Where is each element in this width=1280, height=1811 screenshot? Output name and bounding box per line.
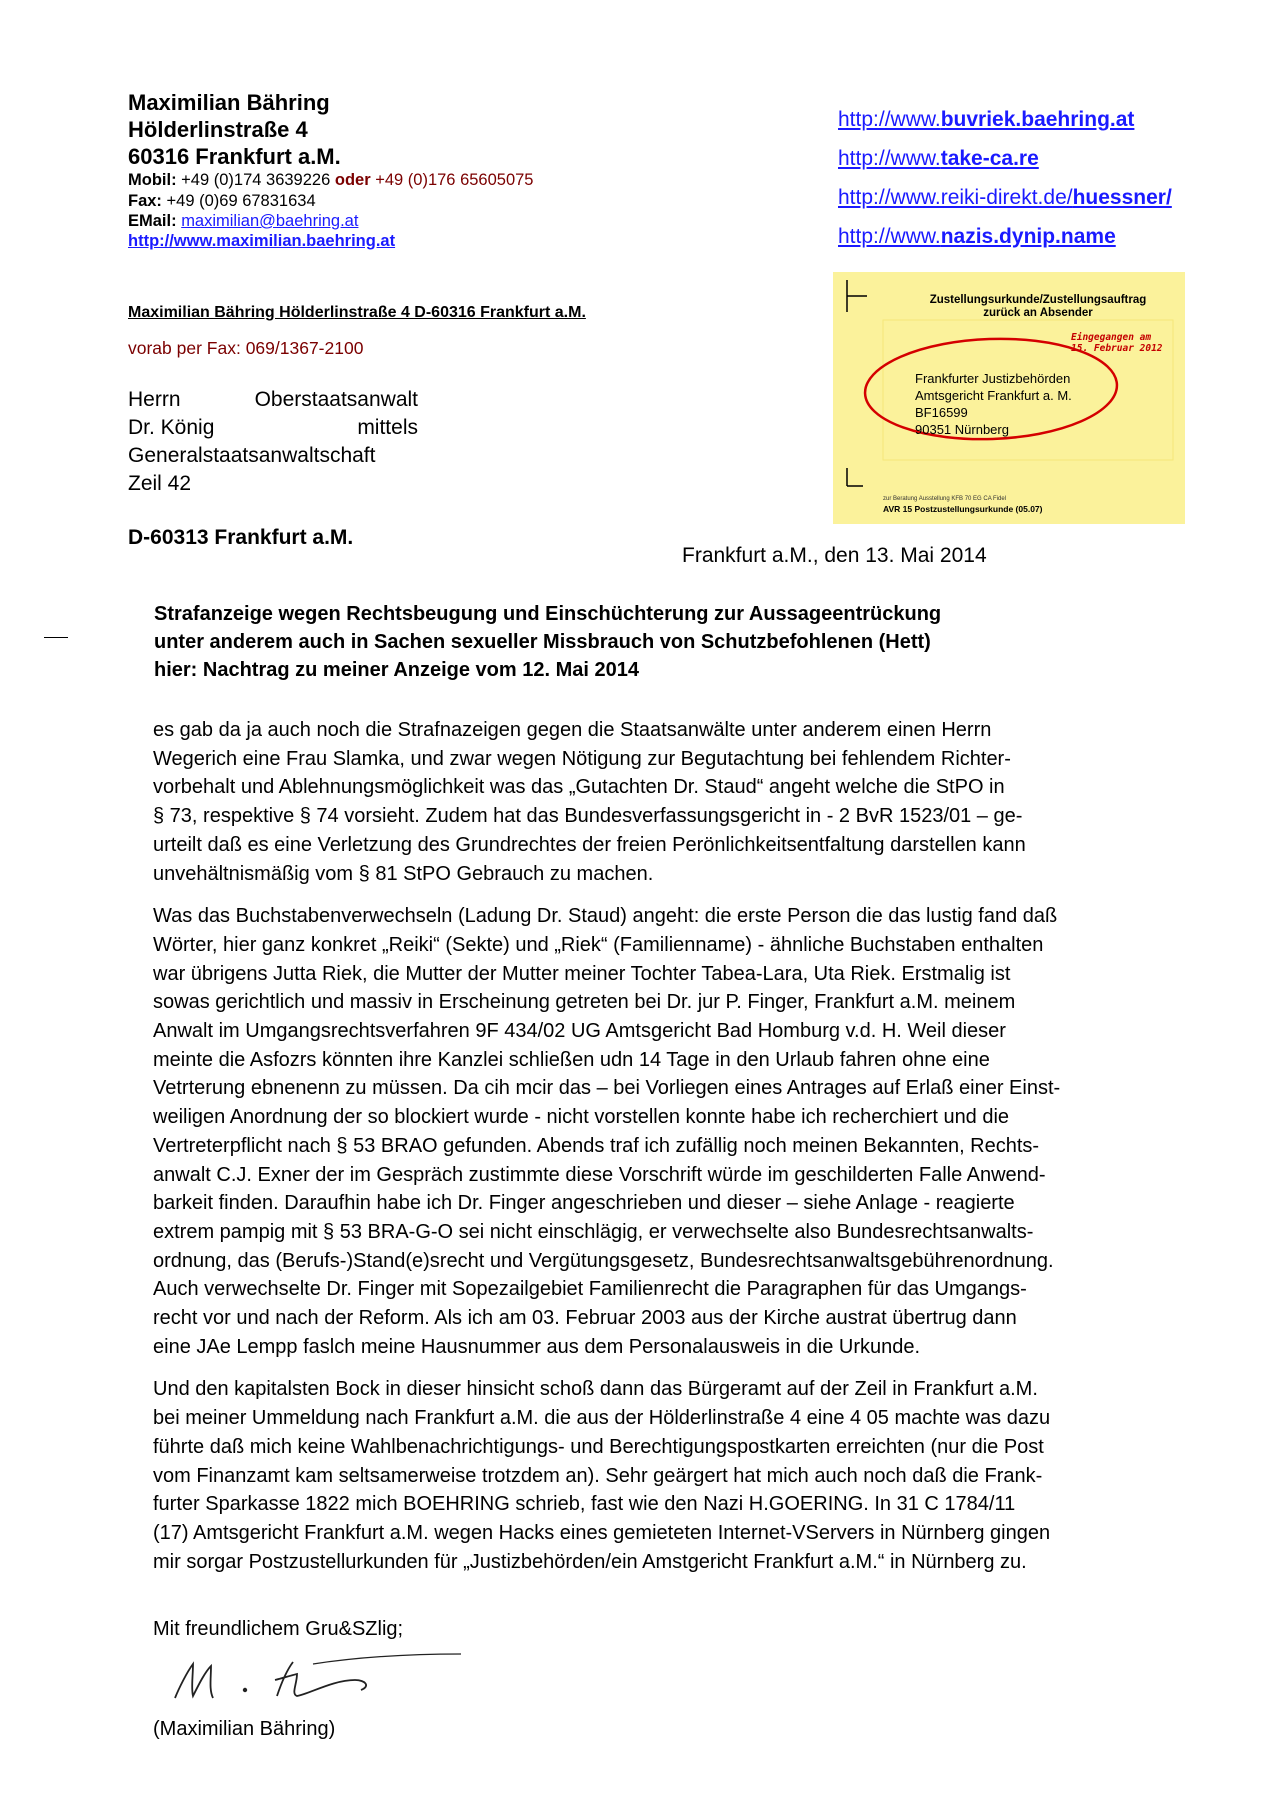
sender-email-row bbox=[128, 211, 533, 231]
web-link-buvriek[interactable]: http://www.buvriek.baehring.at bbox=[838, 108, 1135, 131]
subject-line: hier: Nachtrag zu meiner Anzeige vom 12. Mai 2014 bbox=[154, 659, 639, 681]
body-paragraph-1: es gab da ja auch noch die Strafnazeigen gegen die Staatsanwälte unter anderem einen Herrn Wegerich eine Frau Slamka, und zwar wegen Nötigung zur Begutachtung bei fehlendem Richter- vorbehalt und Ablehnungsmöglichkeit was das „Gutachten Dr. Staud“ angeht welche die StPO in § 73, respektive § 74 vorsieht. Zudem hat das Bundesverfassungsgericht in - 2 BvR 1523/01 – ge- urteilt daß es eine Verletzung des Grundrechtes der freien Perönlichkeitsentfaltung darstellen kann unvehältnismäßig vom § 81 StPO Gebrauch zu machen. bbox=[153, 719, 1026, 885]
recipient-office: Generalstaatsanwaltschaft bbox=[128, 444, 376, 467]
sender-website-row bbox=[128, 231, 533, 251]
stamp-footer-form: AVR 15 Postzustellungsurkunde (05.07) bbox=[883, 504, 1043, 514]
recipient-street: Zeil 42 bbox=[128, 472, 192, 495]
sender-name: Maximilian Bähring bbox=[128, 90, 330, 115]
stamp-footer-small: zur Beratung Ausstellung KFB 70 EG CA Fidel bbox=[883, 496, 1007, 502]
return-address-line: Maximilian Bähring Hölderlinstraße 4 D-60316 Frankfurt a.M. bbox=[128, 304, 586, 321]
body-paragraph-2: Was das Buchstabenverwechseln (Ladung Dr. Staud) angeht: die erste Person die das lustig fand daß Wörter, hier ganz konkret „Reiki“ (Sekte) und „Riek“ (Familienname) - ähnliche Buchstaben enthalten war übrigens Jutta Riek, die Mutter der Mutter meiner Tochter Tabea-Lara, Uta Riek. Erstmalig ist sowas gerichtlich und massiv in Erscheinung getreten bei Dr. jur P. Finger, Frankfurt a.M. meinem Anwalt im Umgangsrechtsverfahren 9F 434/02 UG Amtsgericht Bad Homburg v.d. H. Weil dieser meinte die Asfozrs könnten ihre Kanzlei schließen udn 14 Tage in den Urlaub fahren ohne eine Vetrterung ebnenenn zu müssen. Da cih mcir das – bei Vorliegen eines Antrages auf Erlaß einer Einst- weiligen Anordnung der so blockiert wurde - nicht vorstellen konnte habe ich recherchiert und die Vertreterpflicht nach § 53 BRAO gefunden. Abends traf ich zufällig noch meinen Bekannten, Rechts- anwalt C.J. Exner der im Gespräch zustimmte diese Vorschrift würde im geschilderten Falle Anwend- barkeit finden. Daraufhin habe ich Dr. Finger angeschrieben und dieser – siehe Anlage - reagierte extrem pampig mit § 53 BRA-G-O sei nicht einschlägig, er verwechselte also Bundesrechtsanwalts- ordnung, das (Berufs-)Stand(e)srecht und Vergütungsgesetz, Bundesrechtsanwaltsgebührenordnung. Auch verwechselte Dr. Finger mit Sopezailgebiet Familienrecht die Paragraphen für das Umgangs- recht vor und nach der Reform. Als ich am 03. Februar 2003 aus der Kirche austrat übertrug dann eine JAe Lempp faslch meine Hausnummer aus dem Personalausweis in die Urkunde. bbox=[153, 905, 1061, 1358]
subject-line: Strafanzeige wegen Rechtsbeugung und Einschüchterung zur Aussageentrückung bbox=[154, 603, 942, 625]
body-paragraph-3: Und den kapitalsten Bock in dieser hinsicht schoß dann das Bürgeramt auf der Zeil in Frankfurt a.M. bei meiner Ummeldung nach Frankfurt a.M. die aus der Hölderlinstraße 4 eine 4 05 machte was dazu führte daß mich keine Wahlbenachrichtigungs- und Berechtigungspostkarten erreichten (nur die Post vom Finanzamt kam seltsamerweise trotzdem an). Sehr geärgert hat mich auch noch daß die Frank- furter Sparkasse 1822 mich BOEHRING schrieb, fast wie den Nazi H.GOERING. In 31 C 1784/11 (17) Amtsgericht Frankfurt a.M. wegen Hacks eines gemieteten Internet-VServers in Nürnberg gingen mir sorgar Postzustellurkunden für „Justizbehörden/ein Amstgericht Frankfurt a.M.“ in Nürnberg zu. bbox=[153, 1378, 1051, 1573]
mobile-number-1: +49 (0)174 3639226 bbox=[181, 171, 331, 190]
web-links bbox=[838, 100, 1172, 256]
recipient-name: Dr. König bbox=[128, 416, 215, 439]
sender-block bbox=[128, 90, 533, 251]
recipient-city: D-60313 Frankfurt a.M. bbox=[128, 526, 354, 549]
fax-note: vorab per Fax: 069/1367-2100 bbox=[128, 338, 364, 358]
fold-mark bbox=[44, 637, 68, 638]
subject-line: unter anderem auch in Sachen sexueller Missbrauch von Schutzbefohlenen (Hett) bbox=[154, 631, 931, 653]
web-link-take-care[interactable]: http://www.take-ca.re bbox=[838, 147, 1039, 170]
delivery-certificate-image bbox=[833, 272, 1185, 524]
sender-fax-row bbox=[128, 191, 533, 211]
mobile-label: Mobil: bbox=[128, 171, 177, 190]
fax-label: Fax: bbox=[128, 191, 162, 210]
mobile-number-2: +49 (0)176 65605075 bbox=[375, 171, 534, 190]
closing-line: Mit freundlichem Gru&SZlig; bbox=[153, 1618, 404, 1640]
email-link[interactable]: maximilian@baehring.at bbox=[181, 211, 359, 230]
web-link-reiki-direkt[interactable]: http://www.reiki-direkt.de/huessner/ bbox=[838, 186, 1172, 209]
recipient-title: Oberstaatsanwalt bbox=[254, 388, 418, 411]
fax-number: +49 (0)69 67831634 bbox=[166, 191, 316, 210]
handwritten-signature bbox=[165, 1650, 465, 1719]
email-label: EMail: bbox=[128, 211, 177, 230]
sender-mobile-row bbox=[128, 170, 533, 190]
website-link[interactable]: http://www.maximilian.baehring.at bbox=[128, 231, 396, 250]
stamp-received: Eingegangen am 15. Februar 2012 bbox=[1071, 332, 1163, 354]
letter-date: Frankfurt a.M., den 13. Mai 2014 bbox=[682, 544, 987, 567]
sender-street: Hölderlinstraße 4 bbox=[128, 116, 308, 142]
subject-block bbox=[154, 600, 941, 684]
web-link-nazis[interactable]: http://www.nazis.dynip.name bbox=[838, 225, 1116, 248]
sender-city: 60316 Frankfurt a.M. bbox=[128, 143, 341, 169]
letter-body bbox=[153, 716, 1203, 1590]
recipient-via: mittels bbox=[357, 416, 418, 439]
mobile-oder: oder bbox=[334, 171, 371, 190]
recipient-salutation: Herrn bbox=[128, 388, 181, 411]
recipient-block bbox=[128, 386, 418, 552]
signature-name: (Maximilian Bähring) bbox=[153, 1718, 336, 1740]
stamp-address: Frankfurter Justizbehörden Amtsgericht Frankfurt a. M. BF16599 90351 Nürnberg bbox=[915, 371, 1072, 437]
stamp-title: Zustellungsurkunde/Zustellungsauftrag zurück an Absender bbox=[929, 294, 1147, 319]
